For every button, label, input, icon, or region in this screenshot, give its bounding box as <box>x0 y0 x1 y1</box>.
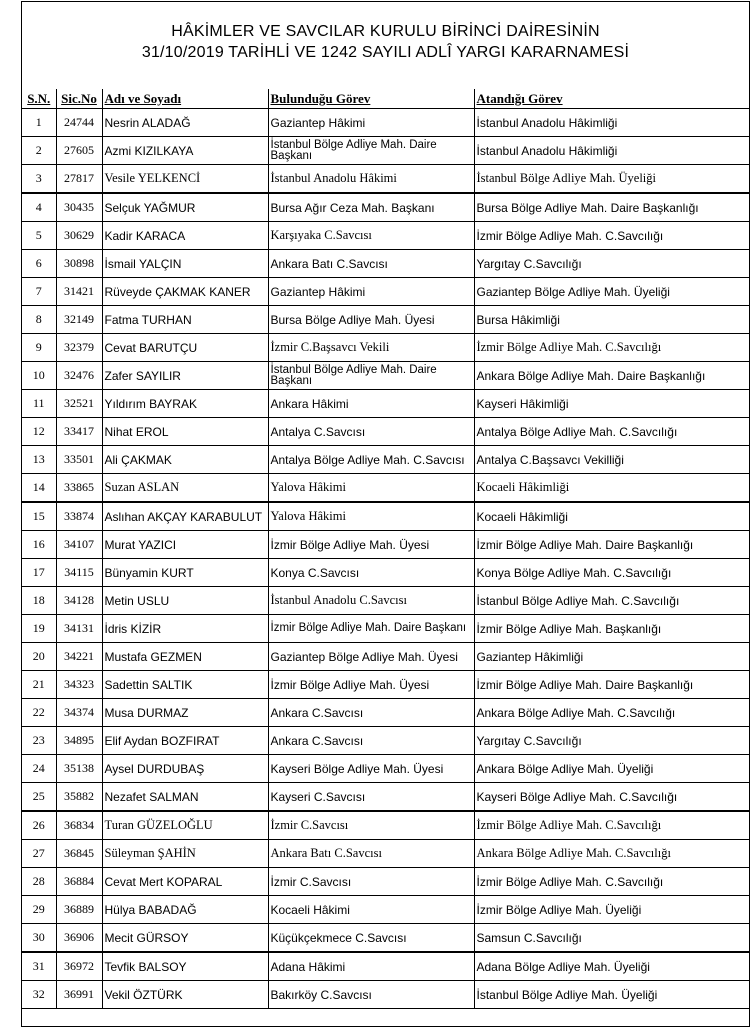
cell-sicno: 30629 <box>56 222 102 250</box>
document-frame <box>21 1 750 1027</box>
cell-sicno: 35138 <box>56 755 102 783</box>
cell-name: Aysel DURDUBAŞ <box>102 755 268 783</box>
cell-name: Nihat EROL <box>102 418 268 446</box>
cell-sicno: 34221 <box>56 643 102 671</box>
cell-name: Azmi KIZILKAYA <box>102 137 268 165</box>
cell-assigned-post: İzmir Bölge Adliye Mah. Daire Başkanlığı <box>474 671 749 699</box>
table-row <box>22 643 749 671</box>
cell-name: Hülya BABADAĞ <box>102 896 268 924</box>
cell-name: Süleyman ŞAHİN <box>102 840 268 868</box>
cell-name: Musa DURMAZ <box>102 699 268 727</box>
page-title <box>22 21 749 63</box>
cell-current-post: Ankara C.Savcısı <box>268 699 474 727</box>
table-row <box>22 193 749 222</box>
cell-sn: 18 <box>22 587 56 615</box>
cell-sicno: 24744 <box>56 109 102 137</box>
cell-assigned-post: İstanbul Anadolu Hâkimliği <box>474 137 749 165</box>
cell-sicno: 36884 <box>56 868 102 896</box>
table-row <box>22 502 749 531</box>
header-name: Adı ve Soyadı <box>102 89 268 109</box>
cell-sicno: 32521 <box>56 390 102 418</box>
cell-name: Sadettin SALTIK <box>102 671 268 699</box>
cell-assigned-post: Ankara Bölge Adliye Mah. Daire Başkanlığı <box>474 362 749 390</box>
cell-sicno: 34107 <box>56 531 102 559</box>
cell-name: Rüveyde ÇAKMAK KANER <box>102 278 268 306</box>
cell-name: Cevat Mert KOPARAL <box>102 868 268 896</box>
cell-sicno: 36845 <box>56 840 102 868</box>
table-row <box>22 896 749 924</box>
title-line-1: HÂKİMLER VE SAVCILAR KURULU BİRİNCİ DAİRESİNİN <box>171 23 600 40</box>
cell-assigned-post: İstanbul Anadolu Hâkimliği <box>474 109 749 137</box>
cell-assigned-post: Bursa Hâkimliği <box>474 306 749 334</box>
cell-name: Tevfik BALSOY <box>102 952 268 981</box>
cell-sn: 24 <box>22 755 56 783</box>
cell-sn: 12 <box>22 418 56 446</box>
cell-name: Nesrin ALADAĞ <box>102 109 268 137</box>
cell-current-post: Ankara Batı C.Savcısı <box>268 840 474 868</box>
cell-sn: 8 <box>22 306 56 334</box>
table-row <box>22 278 749 306</box>
title-line-2: 31/10/2019 TARİHLİ VE 1242 SAYILI ADLÎ YARGI KARARNAMESİ <box>141 44 630 61</box>
cell-assigned-post: İzmir Bölge Adliye Mah. Başkanlığı <box>474 615 749 643</box>
cell-sicno: 34323 <box>56 671 102 699</box>
cell-sicno: 32476 <box>56 362 102 390</box>
cell-name: Ali ÇAKMAK <box>102 446 268 474</box>
table-row <box>22 222 749 250</box>
cell-sicno: 33874 <box>56 502 102 531</box>
cell-current-post: Adana Hâkimi <box>268 952 474 981</box>
cell-sicno: 36991 <box>56 981 102 1009</box>
cell-sn: 7 <box>22 278 56 306</box>
table-row <box>22 868 749 896</box>
cell-name: Vekil ÖZTÜRK <box>102 981 268 1009</box>
table-row <box>22 109 749 137</box>
cell-current-post: İzmir C.Başsavcı Vekili <box>268 334 474 362</box>
table-row <box>22 615 749 643</box>
table-row <box>22 390 749 418</box>
cell-sicno: 27817 <box>56 165 102 194</box>
cell-sicno: 36834 <box>56 811 102 840</box>
cell-sn: 6 <box>22 250 56 278</box>
cell-sicno: 36906 <box>56 924 102 953</box>
cell-current-post: Ankara Batı C.Savcısı <box>268 250 474 278</box>
cell-sicno: 34128 <box>56 587 102 615</box>
cell-sn: 25 <box>22 783 56 812</box>
cell-assigned-post: Kayseri Bölge Adliye Mah. C.Savcılığı <box>474 783 749 812</box>
cell-assigned-post: Yargıtay C.Savcılığı <box>474 250 749 278</box>
cell-current-post: İstanbul Bölge Adliye Mah. Daire Başkanı <box>268 362 474 390</box>
cell-current-post: Bursa Ağır Ceza Mah. Başkanı <box>268 193 474 222</box>
appointments-table <box>22 89 749 1009</box>
cell-name: Cevat BARUTÇU <box>102 334 268 362</box>
cell-name: Aslıhan AKÇAY KARABULUT <box>102 502 268 531</box>
table-row <box>22 840 749 868</box>
cell-assigned-post: Konya Bölge Adliye Mah. C.Savcılığı <box>474 559 749 587</box>
cell-sn: 29 <box>22 896 56 924</box>
table-row <box>22 924 749 953</box>
cell-sn: 19 <box>22 615 56 643</box>
cell-sicno: 34374 <box>56 699 102 727</box>
cell-name: Vesile YELKENCİ <box>102 165 268 194</box>
cell-current-post: İzmir Bölge Adliye Mah. Üyesi <box>268 671 474 699</box>
cell-current-post: İzmir Bölge Adliye Mah. Daire Başkanı <box>268 615 474 643</box>
cell-sn: 31 <box>22 952 56 981</box>
table-header-row <box>22 89 749 109</box>
cell-sn: 27 <box>22 840 56 868</box>
cell-current-post: Konya C.Savcısı <box>268 559 474 587</box>
cell-assigned-post: Samsun C.Savcılığı <box>474 924 749 953</box>
cell-name: Kadir KARACA <box>102 222 268 250</box>
cell-sn: 4 <box>22 193 56 222</box>
table-row <box>22 334 749 362</box>
cell-current-post: Gaziantep Hâkimi <box>268 278 474 306</box>
cell-current-post: İzmir C.Savcısı <box>268 868 474 896</box>
cell-assigned-post: İstanbul Bölge Adliye Mah. Üyeliği <box>474 981 749 1009</box>
table-row <box>22 531 749 559</box>
cell-current-post: Yalova Hâkimi <box>268 474 474 503</box>
cell-assigned-post: İzmir Bölge Adliye Mah. C.Savcılığı <box>474 334 749 362</box>
table-row <box>22 418 749 446</box>
table-row <box>22 559 749 587</box>
cell-sicno: 31421 <box>56 278 102 306</box>
table-row <box>22 587 749 615</box>
cell-assigned-post: Kocaeli Hâkimliği <box>474 502 749 531</box>
cell-assigned-post: Gaziantep Hâkimliği <box>474 643 749 671</box>
cell-current-post: Bursa Bölge Adliye Mah. Üyesi <box>268 306 474 334</box>
cell-name: Yıldırım BAYRAK <box>102 390 268 418</box>
cell-sicno: 34895 <box>56 727 102 755</box>
cell-sn: 1 <box>22 109 56 137</box>
cell-assigned-post: Ankara Bölge Adliye Mah. C.Savcılığı <box>474 840 749 868</box>
table-row <box>22 250 749 278</box>
table-row <box>22 952 749 981</box>
cell-current-post: Kayseri C.Savcısı <box>268 783 474 812</box>
table-row <box>22 165 749 194</box>
cell-current-post: Ankara Hâkimi <box>268 390 474 418</box>
cell-current-post: Gaziantep Bölge Adliye Mah. Üyesi <box>268 643 474 671</box>
cell-sn: 13 <box>22 446 56 474</box>
cell-current-post: İzmir C.Savcısı <box>268 811 474 840</box>
cell-sicno: 33865 <box>56 474 102 503</box>
cell-assigned-post: İstanbul Bölge Adliye Mah. C.Savcılığı <box>474 587 749 615</box>
table-row <box>22 981 749 1009</box>
cell-current-post: Gaziantep Hâkimi <box>268 109 474 137</box>
cell-sn: 30 <box>22 924 56 953</box>
table-row <box>22 137 749 165</box>
cell-assigned-post: Gaziantep Bölge Adliye Mah. Üyeliği <box>474 278 749 306</box>
header-sn: S.N. <box>22 89 56 109</box>
cell-assigned-post: Antalya Bölge Adliye Mah. C.Savcılığı <box>474 418 749 446</box>
cell-assigned-post: Yargıtay C.Savcılığı <box>474 727 749 755</box>
cell-sn: 16 <box>22 531 56 559</box>
cell-current-post: Antalya Bölge Adliye Mah. C.Savcısı <box>268 446 474 474</box>
table-row <box>22 755 749 783</box>
cell-current-post: Antalya C.Savcısı <box>268 418 474 446</box>
cell-sicno: 35882 <box>56 783 102 812</box>
cell-sn: 23 <box>22 727 56 755</box>
cell-assigned-post: İstanbul Bölge Adliye Mah. Üyeliği <box>474 165 749 194</box>
cell-sn: 26 <box>22 811 56 840</box>
cell-current-post: Yalova Hâkimi <box>268 502 474 531</box>
cell-sicno: 32149 <box>56 306 102 334</box>
cell-current-post: İzmir Bölge Adliye Mah. Üyesi <box>268 531 474 559</box>
cell-assigned-post: İzmir Bölge Adliye Mah. Üyeliği <box>474 896 749 924</box>
cell-sn: 20 <box>22 643 56 671</box>
header-current-post: Bulunduğu Görev <box>268 89 474 109</box>
cell-sicno: 27605 <box>56 137 102 165</box>
table-row <box>22 446 749 474</box>
cell-sn: 21 <box>22 671 56 699</box>
table-row <box>22 699 749 727</box>
cell-assigned-post: İzmir Bölge Adliye Mah. Daire Başkanlığı <box>474 531 749 559</box>
cell-current-post: Bakırköy C.Savcısı <box>268 981 474 1009</box>
cell-name: Elif Aydan BOZFIRAT <box>102 727 268 755</box>
cell-current-post: İstanbul Anadolu C.Savcısı <box>268 587 474 615</box>
cell-assigned-post: Kocaeli Hâkimliği <box>474 474 749 503</box>
cell-sicno: 30898 <box>56 250 102 278</box>
cell-name: Selçuk YAĞMUR <box>102 193 268 222</box>
cell-name: Bünyamin KURT <box>102 559 268 587</box>
cell-sn: 11 <box>22 390 56 418</box>
cell-sicno: 36889 <box>56 896 102 924</box>
table-row <box>22 306 749 334</box>
cell-current-post: İstanbul Anadolu Hâkimi <box>268 165 474 194</box>
cell-current-post: İstanbul Bölge Adliye Mah. Daire Başkanı <box>268 137 474 165</box>
cell-assigned-post: Kayseri Hâkimliği <box>474 390 749 418</box>
cell-sn: 15 <box>22 502 56 531</box>
cell-assigned-post: Adana Bölge Adliye Mah. Üyeliği <box>474 952 749 981</box>
cell-assigned-post: İzmir Bölge Adliye Mah. C.Savcılığı <box>474 222 749 250</box>
cell-sicno: 36972 <box>56 952 102 981</box>
cell-sicno: 34115 <box>56 559 102 587</box>
cell-sn: 3 <box>22 165 56 194</box>
cell-current-post: Kocaeli Hâkimi <box>268 896 474 924</box>
cell-sicno: 32379 <box>56 334 102 362</box>
table-row <box>22 783 749 812</box>
table-row <box>22 671 749 699</box>
cell-current-post: Küçükçekmece C.Savcısı <box>268 924 474 953</box>
cell-sn: 2 <box>22 137 56 165</box>
cell-assigned-post: Bursa Bölge Adliye Mah. Daire Başkanlığı <box>474 193 749 222</box>
cell-name: Nezafet SALMAN <box>102 783 268 812</box>
cell-current-post: Ankara C.Savcısı <box>268 727 474 755</box>
cell-sn: 17 <box>22 559 56 587</box>
table-row <box>22 811 749 840</box>
cell-assigned-post: Ankara Bölge Adliye Mah. Üyeliği <box>474 755 749 783</box>
cell-name: Mustafa GEZMEN <box>102 643 268 671</box>
cell-name: Metin USLU <box>102 587 268 615</box>
cell-name: Zafer SAYILIR <box>102 362 268 390</box>
cell-name: Suzan ASLAN <box>102 474 268 503</box>
cell-current-post: Karşıyaka C.Savcısı <box>268 222 474 250</box>
cell-current-post: Kayseri Bölge Adliye Mah. Üyesi <box>268 755 474 783</box>
cell-name: İsmail YALÇIN <box>102 250 268 278</box>
cell-sn: 14 <box>22 474 56 503</box>
cell-sn: 22 <box>22 699 56 727</box>
cell-sicno: 34131 <box>56 615 102 643</box>
cell-name: İdris KİZİR <box>102 615 268 643</box>
cell-name: Mecit GÜRSOY <box>102 924 268 953</box>
cell-sicno: 33417 <box>56 418 102 446</box>
cell-sn: 32 <box>22 981 56 1009</box>
cell-sn: 5 <box>22 222 56 250</box>
cell-assigned-post: İzmir Bölge Adliye Mah. C.Savcılığı <box>474 811 749 840</box>
table-row <box>22 474 749 503</box>
cell-assigned-post: Ankara Bölge Adliye Mah. C.Savcılığı <box>474 699 749 727</box>
cell-sicno: 30435 <box>56 193 102 222</box>
cell-sn: 10 <box>22 362 56 390</box>
cell-sn: 28 <box>22 868 56 896</box>
cell-assigned-post: Antalya C.Başsavcı Vekilliği <box>474 446 749 474</box>
cell-name: Fatma TURHAN <box>102 306 268 334</box>
table-row <box>22 727 749 755</box>
cell-sn: 9 <box>22 334 56 362</box>
cell-name: Turan GÜZELOĞLU <box>102 811 268 840</box>
cell-sicno: 33501 <box>56 446 102 474</box>
table-row <box>22 362 749 390</box>
header-sicno: Sic.No <box>56 89 102 109</box>
header-assigned-post: Atandığı Görev <box>474 89 749 109</box>
cell-assigned-post: İzmir Bölge Adliye Mah. C.Savcılığı <box>474 868 749 896</box>
cell-name: Murat YAZICI <box>102 531 268 559</box>
